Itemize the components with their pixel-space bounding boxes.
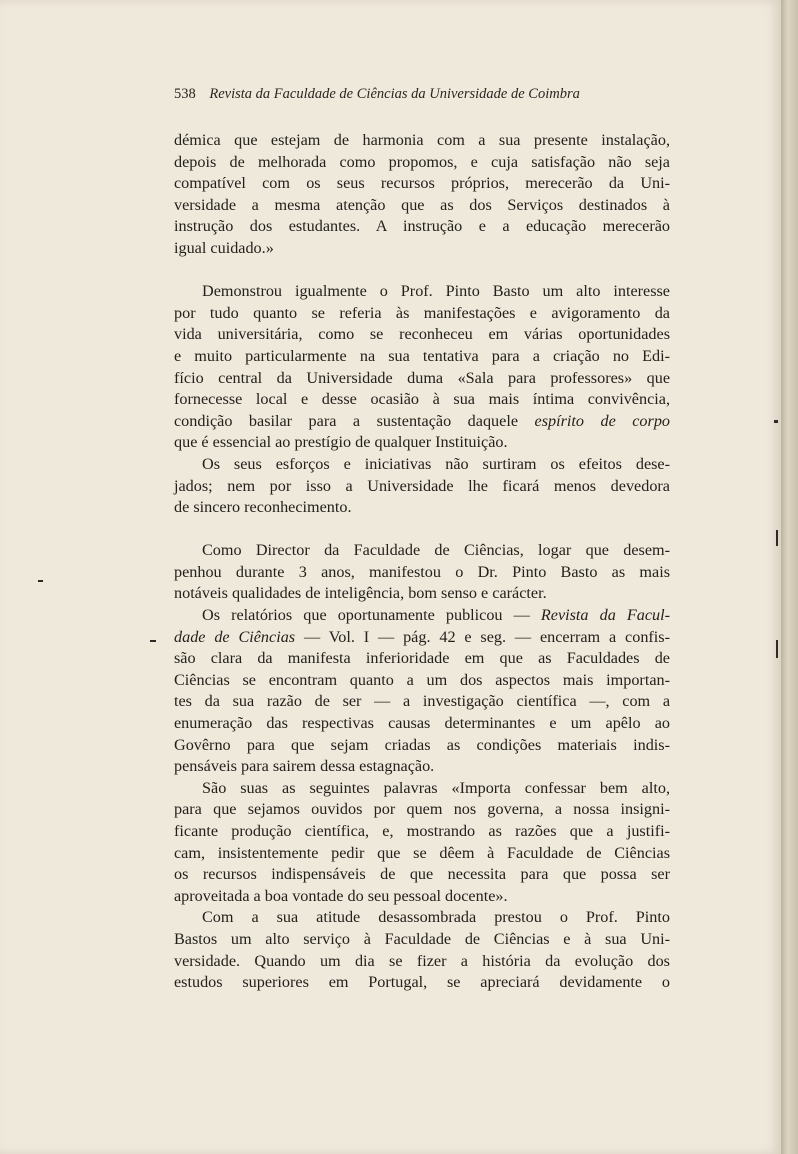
text-run: — Vol. I — pág. 42 e seg. — encerram a confis- [295,627,670,646]
italic-phrase: dade de Ciências [174,627,296,646]
text-line: cam, insistentemente pedir que se dêem à Faculdade de Ciências [174,843,670,862]
text-line: de sincero reconhecimento. [174,498,352,517]
journal-title: Revista da Faculdade de Ciências da Universidade de Coimbra [209,86,580,102]
page-number: 538 [174,86,196,102]
text-line: Demonstrou igualmente o Prof. Pinto Basto um alto interesse [202,282,670,301]
paragraph-6 [174,778,670,908]
text-line: pensáveis para sairem dessa estagnação. [174,757,435,776]
paragraph-7 [174,907,670,993]
text-line: que é essencial ao prestígio de qualquer Instituição. [174,433,508,452]
text-line: vida universitária, como se reconheceu em várias oportunidades [174,325,670,344]
text-line: Como Director da Faculdade de Ciências, logar que desem- [202,541,670,560]
italic-phrase: Revista da Facul- [540,606,671,625]
text-line: jados; nem por isso a Universidade lhe ficará menos devedora [174,476,670,495]
paragraph-gap [174,260,670,282]
text-line: tes da sua razão de ser — a investigação científica —, com a [174,692,670,711]
text-line: e muito particularmente na sua tentativa para a criação no Edi- [174,346,670,365]
margin-mark [150,640,156,642]
text-line: igual cuidado.» [174,238,274,257]
margin-mark [776,640,778,658]
text-line [174,627,670,649]
text-line: Com a sua atitude desassombrada prestou o Prof. Pinto [202,908,670,927]
text-line: depois de melhorada como propomos, e cuja satisfação não seja [174,152,670,171]
text-line: Govêrno para que sejam criadas as condições materiais indis- [174,735,670,754]
text-line: fício central da Universidade duma «Sala para professores» que [174,368,670,387]
text-line: Ciências se encontram quanto a um dos aspectos mais importan- [174,670,670,689]
body-text [174,130,670,994]
paragraph-3 [174,454,670,519]
text-line: ficante produção científica, e, mostrando as razões que a justifi- [174,822,670,840]
text-run: Os relatórios que oportunamente publicou — [202,606,541,625]
text-line: São suas as seguintes palavras «Importa confessar bem alto, [202,778,670,797]
text-line: démica que estejam de harmonia com a sua presente instalação, [174,131,670,149]
text-line: fornecesse local e desse ocasião à sua mais íntima convivência, [174,390,670,409]
text-line: enumeração das respectivas causas determinantes e um apêlo ao [174,714,670,733]
text-line: versidade a mesma atenção que as dos Serviços destinados à [174,195,670,214]
text-line [174,411,670,433]
paragraph-5 [174,605,670,778]
margin-mark [38,580,43,582]
running-header [174,86,670,103]
text-line: notáveis qualidades de inteligência, bom senso e carácter. [174,584,547,603]
paragraph-1 [174,130,670,260]
text-line [174,605,670,627]
text-line: versidade. Quando um dia se fizer a história da evolução dos [174,951,670,970]
text-line: instrução dos estudantes. A instrução e a educação merecerão [174,217,670,236]
text-line: compatível com os seus recursos próprios, merecerão da Uni- [174,174,670,193]
paragraph-2 [174,281,670,454]
page-edge [781,0,798,1154]
margin-mark [774,420,778,423]
text-line: aproveitada a boa vontade do seu pessoal docente». [174,886,508,905]
text-line: os recursos indispensáveis de que necessita para que possa ser [174,865,670,884]
text-line: penhou durante 3 anos, manifestou o Dr. Pinto Basto as mais [174,562,670,581]
text-run: condição basilar para a sustentação daquele [174,411,535,430]
text-line: Os seus esforços e iniciativas não surtiram os efeitos dese- [202,454,670,473]
text-line: são clara da manifesta inferioridade em que as Faculdades de [174,649,670,668]
text-line: para que sejamos ouvidos por quem nos governa, a nossa insigni- [174,800,670,819]
margin-mark [776,530,778,546]
text-line: estudos superiores em Portugal, se apreciará devidamente o [174,973,670,992]
text-line: por tudo quanto se referia às manifestações e avigoramento da [174,303,670,322]
italic-phrase: espírito de corpo [534,411,671,430]
text-line: Bastos um alto serviço à Faculdade de Ciências e à sua Uni- [174,929,670,948]
paragraph-gap [174,519,670,541]
paragraph-4 [174,540,670,605]
